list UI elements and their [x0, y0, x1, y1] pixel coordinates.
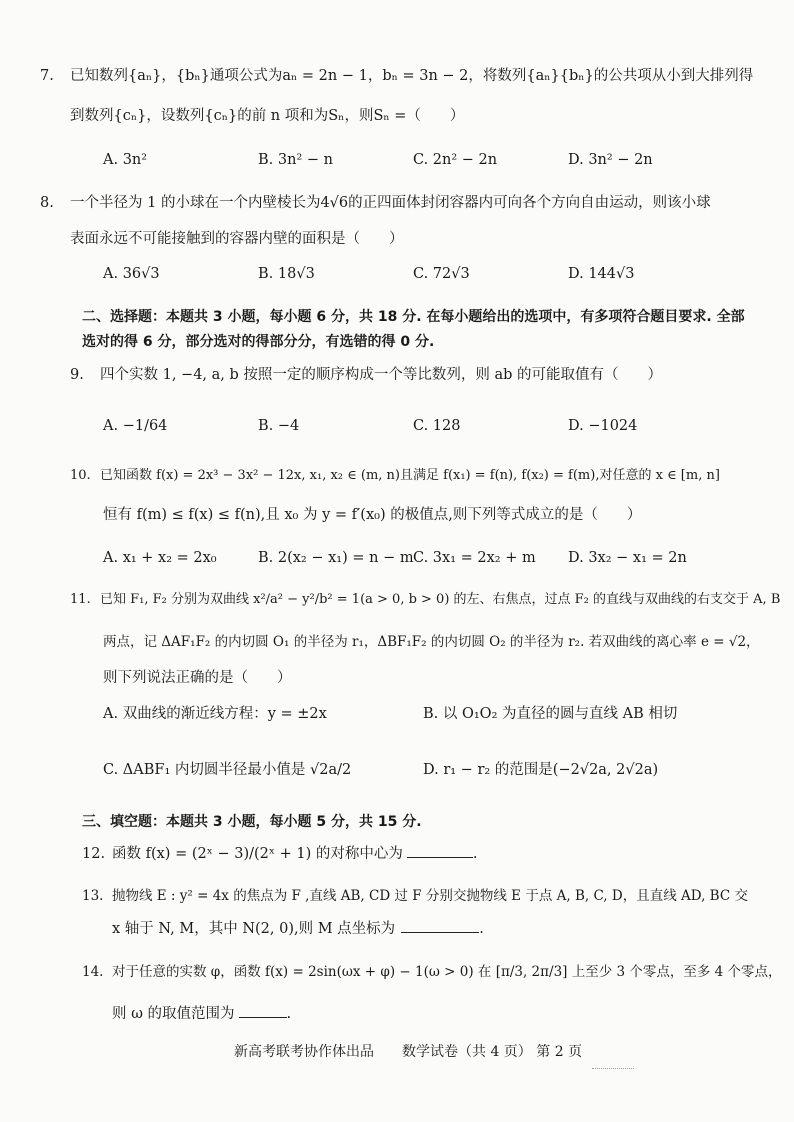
page-footer: 新高考联考协作体出品 数学试卷（共 4 页） 第 2 页: [234, 1044, 583, 1060]
q14-text-2: 则 ω 的取值范围为: [112, 1006, 235, 1022]
question-number: 12.: [82, 846, 106, 862]
q7-line1: [40, 66, 753, 86]
q8-text-1: 一个半径为 1 的小球在一个内壁棱长为4√6的正四面体封闭容器内可向各个方向自由运动，则该小球: [70, 195, 711, 211]
q12-text-1: 函数 f(x) = (2ˣ − 3)/(2ˣ + 1) 的对称中心为: [112, 846, 403, 862]
q8-line2: 表面永远不可能接触到的容器内壁的面积是（ ）: [70, 231, 404, 247]
q11-option-d: D. r₁ − r₂ 的范围是(−2√2a, 2√2a): [423, 762, 659, 778]
q11-line3: 则下列说法正确的是（ ）: [103, 670, 292, 686]
q11-line2: 两点，记 ΔAF₁F₂ 的内切圆 O₁ 的半径为 r₁，ΔBF₁F₂ 的内切圆 O₂ 的半径为 r₂. 若双曲线的离心率 e = √2，: [103, 634, 760, 650]
q8-option-c: C. 72√3: [413, 266, 470, 282]
q10-option-d: D. 3x₂ − x₁ = 2n: [568, 550, 687, 566]
question-number: 10.: [70, 468, 91, 483]
q11-line1: [70, 590, 780, 610]
q7-option-a: A. 3n²: [103, 152, 148, 168]
question-number: 7.: [40, 68, 54, 84]
q9-line1: [70, 365, 662, 385]
q8-line1: [40, 193, 711, 213]
q10-text-1: 已知函数 f(x) = 2x³ − 3x² − 12x, x₁, x₂ ∈ (m, n)且满足 f(x₁) = f(n), f(x₂) = f(m),对任意的 x ∈ [m, n]: [100, 468, 720, 483]
answer-blank: [407, 843, 473, 858]
footer-dots: [592, 1068, 634, 1069]
q14-end: .: [286, 1006, 292, 1022]
q7-option-c: C. 2n² − 2n: [413, 152, 498, 168]
answer-blank: [401, 918, 479, 933]
q8-option-d: D. 144√3: [568, 266, 635, 282]
q14-line1: [82, 962, 782, 982]
q11-option-b: B. 以 O₁O₂ 为直径的圆与直线 AB 相切: [423, 706, 678, 722]
q9-option-c: C. 128: [413, 418, 461, 434]
q10-option-c: C. 3x₁ = 2x₂ + m: [413, 550, 536, 566]
q13-text-1: 抛物线 E : y² = 4x 的焦点为 F ,直线 AB, CD 过 F 分别交抛物线 E 于点 A, B, C, D，且直线 AD, BC 交: [112, 888, 748, 904]
q7-option-d: D. 3n² − 2n: [568, 152, 653, 168]
question-number: 8.: [40, 195, 54, 211]
question-number: 14.: [82, 964, 104, 980]
section-2-instructions: 选对的得 6 分，部分选对的得部分分，有选错的得 0 分.: [82, 334, 435, 350]
q13-line2: [112, 918, 484, 939]
q9-option-b: B. −4: [258, 418, 300, 434]
q9-option-a: A. −1/64: [103, 418, 168, 434]
q14-line2: [112, 1003, 291, 1024]
q14-text-1: 对于任意的实数 φ，函数 f(x) = 2sin(ωx + φ) − 1(ω > 0) 在 [π/3, 2π/3] 上至少 3 个零点，至多 4 个零点，: [112, 964, 782, 980]
section-3-heading: 三、填空题：本题共 3 小题，每小题 5 分，共 15 分.: [82, 814, 422, 830]
q12-end: .: [472, 846, 478, 862]
question-number: 13.: [82, 888, 104, 904]
q11-option-c: C. ΔABF₁ 内切圆半径最小值是 √2a/2: [103, 762, 352, 778]
q9-option-d: D. −1024: [568, 418, 638, 434]
q13-end: .: [479, 921, 484, 937]
q7-line2: 到数列{cₙ}，设数列{cₙ}的前 n 项和为Sₙ，则Sₙ =（ ）: [70, 108, 465, 124]
q13-text-2: x 轴于 N, M，其中 N(2, 0),则 M 点坐标为: [112, 921, 396, 937]
q12-line1: [82, 843, 478, 864]
q10-option-a: A. x₁ + x₂ = 2x₀: [103, 550, 217, 566]
q7-option-b: B. 3n² − n: [258, 152, 333, 168]
q7-text-1: 已知数列{aₙ}，{bₙ}通项公式为aₙ = 2n − 1，bₙ = 3n − 2，将数列{aₙ}{bₙ}的公共项从小到大排列得: [70, 68, 754, 84]
question-number: 9.: [70, 367, 84, 383]
q13-line1: [82, 886, 748, 906]
question-number: 11.: [70, 592, 91, 607]
q10-line1: [70, 466, 720, 486]
q11-option-a: A. 双曲线的渐近线方程：y = ±2x: [103, 706, 327, 722]
answer-blank: [239, 1003, 287, 1018]
section-2-heading: 二、选择题：本题共 3 小题，每小题 6 分，共 18 分. 在每小题给出的选项中，有多项符合题目要求. 全部: [82, 309, 745, 325]
q8-option-b: B. 18√3: [258, 266, 315, 282]
q10-line2: 恒有 f(m) ≤ f(x) ≤ f(n),且 x₀ 为 y = f′(x₀) 的极值点,则下列等式成立的是（ ）: [103, 507, 642, 523]
q11-text-1: 已知 F₁, F₂ 分别为双曲线 x²/a² − y²/b² = 1(a > 0, b > 0) 的左、右焦点，过点 F₂ 的直线与双曲线的右支交于 A, B: [100, 592, 781, 607]
q8-option-a: A. 36√3: [103, 266, 160, 282]
q9-text-1: 四个实数 1, −4, a, b 按照一定的顺序构成一个等比数列，则 ab 的可能取值有（ ）: [100, 367, 663, 383]
q10-option-b: B. 2(x₂ − x₁) = n − m: [258, 550, 414, 566]
